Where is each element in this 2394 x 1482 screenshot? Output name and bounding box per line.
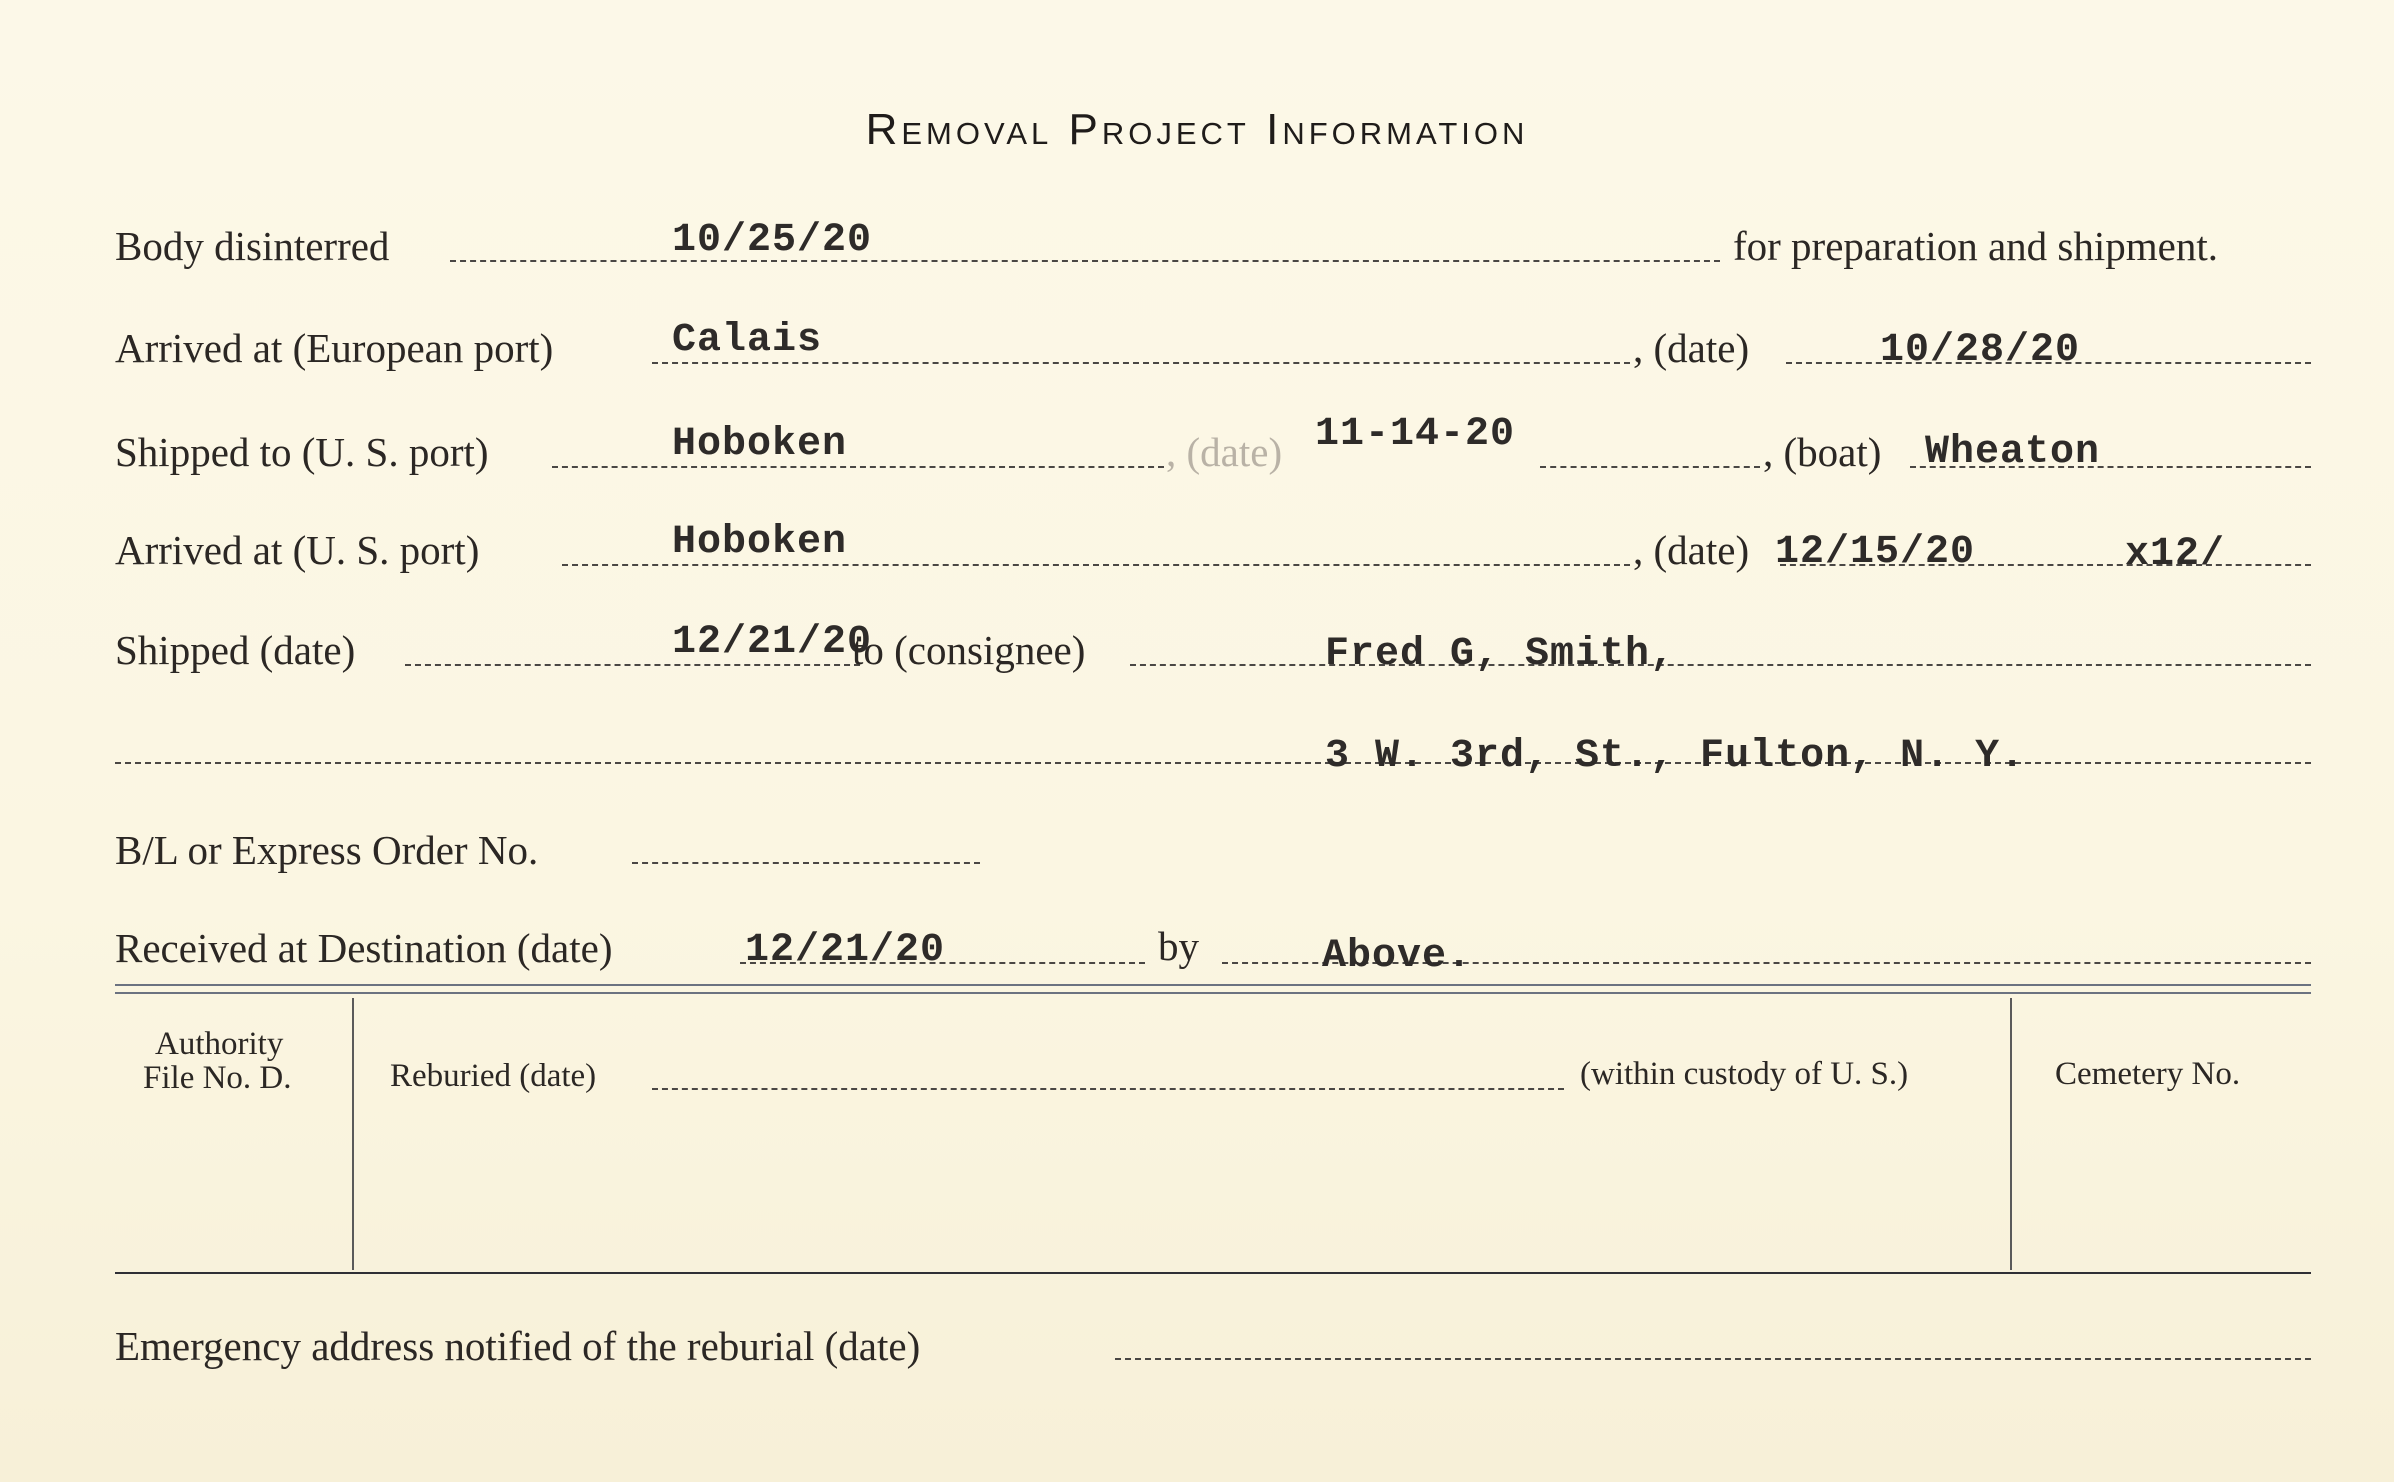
received-by-label: by: [1158, 923, 1199, 969]
received-label: Received at Destination (date): [115, 925, 613, 971]
lower-box-left-divider: [352, 998, 354, 1270]
body-disinterred-label: Body disinterred: [115, 223, 390, 269]
arrived-european-date-value: 10/28/20: [1880, 328, 2081, 373]
body-disinterred-suffix: for preparation and shipment.: [1733, 223, 2219, 269]
custody-label: (within custody of U. S.): [1580, 1056, 1909, 1092]
arrived-us-date-label: , (date): [1633, 527, 1750, 573]
body-disinterred-line: [450, 260, 1720, 262]
consignee-label: to (consignee): [852, 627, 1086, 673]
lower-box-bottom-rule: [115, 1272, 2311, 1274]
shipped-to-date-label: , (date): [1166, 429, 1283, 475]
consignee-address-value: 3 W. 3rd, St., Fulton, N. Y.: [1325, 734, 2026, 779]
reburied-label: Reburied (date): [390, 1058, 597, 1094]
shipped-to-date-line: [1540, 466, 1760, 468]
lower-box-right-divider: [2010, 998, 2012, 1270]
authority-label-line2: File No. D.: [143, 1060, 292, 1096]
arrived-us-date-value: 12/15/20: [1775, 530, 1976, 575]
section-divider-bottom: [115, 992, 2311, 994]
received-value: 12/21/20: [745, 928, 946, 973]
page-title: Removal Project Information: [865, 105, 1529, 154]
received-by-value: Above.: [1322, 934, 1473, 979]
authority-label-line1: Authority: [155, 1026, 284, 1062]
shipped-date-label: Shipped (date): [115, 627, 356, 673]
shipped-to-value: Hoboken: [672, 422, 848, 467]
arrived-european-date-label: , (date): [1633, 325, 1750, 371]
shipped-date-value: 12/21/20: [672, 620, 873, 665]
shipped-to-line: [552, 466, 1164, 468]
shipped-to-label: Shipped to (U. S. port): [115, 429, 489, 475]
arrived-european-value: Calais: [672, 318, 823, 363]
section-divider-top: [115, 984, 2311, 986]
consignee-value: Fred G, Smith,: [1325, 632, 1676, 677]
consignee-line: [1130, 664, 2311, 666]
bl-label: B/L or Express Order No.: [115, 827, 539, 873]
emergency-line: [1115, 1358, 2311, 1360]
emergency-label: Emergency address notified of the reburial (date): [115, 1323, 921, 1369]
arrived-us-note: x12/: [2125, 532, 2226, 577]
shipped-to-date-value: 11-14-20: [1315, 412, 1516, 457]
arrived-us-label: Arrived at (U. S. port): [115, 527, 480, 573]
shipped-to-boat-label: , (boat): [1763, 429, 1882, 475]
reburied-line: [652, 1088, 1564, 1090]
arrived-european-label: Arrived at (European port): [115, 325, 554, 371]
bl-line: [632, 862, 980, 864]
cemetery-label: Cemetery No.: [2055, 1056, 2241, 1092]
shipped-to-boat-value: Wheaton: [1925, 430, 2101, 475]
body-disinterred-value: 10/25/20: [672, 218, 873, 263]
arrived-us-value: Hoboken: [672, 520, 848, 565]
